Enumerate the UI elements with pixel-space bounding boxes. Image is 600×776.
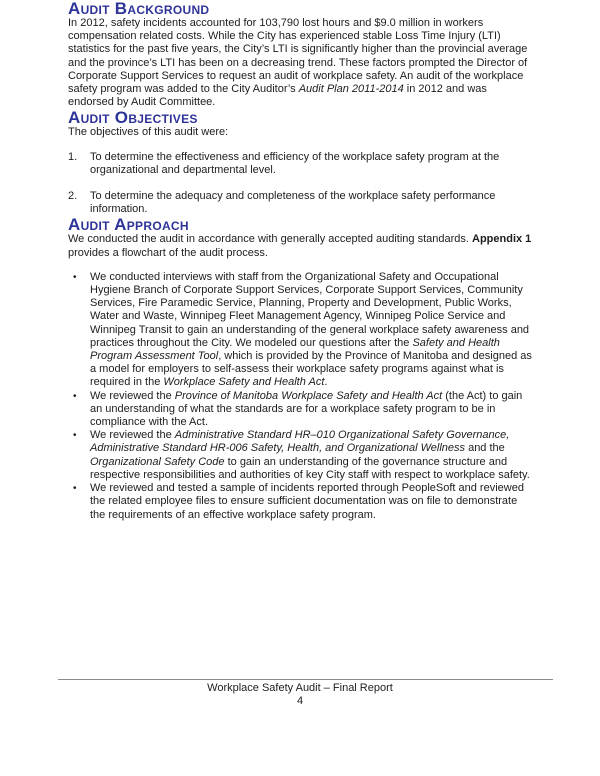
text-segment: .: [324, 376, 328, 389]
objective-text: To determine the adequacy and completeness of the workplace safety performance information.: [90, 190, 496, 216]
objective-item-1: [68, 151, 532, 177]
objective-text: To determine the effectiveness and efficiency of the workplace safety program at the organizational and departmental level.: [90, 150, 500, 176]
audit-background-heading: Audit Background: [68, 0, 210, 18]
footer-report-title: Workplace Safety Audit – Final Report: [207, 682, 393, 694]
text-segment: We reviewed and tested a sample of incidents reported through PeopleSoft and reviewed the related employee files to ensure sufficient documentation was on file to demonstrate the requirements of an effective workplace safety program.: [90, 482, 524, 521]
approach-bullet-2: [68, 390, 532, 430]
audit-objectives-heading: Audit Objectives: [68, 108, 198, 128]
bold-segment: Appendix 1: [472, 233, 532, 246]
approach-intro: [68, 233, 532, 259]
approach-bullet-list: [68, 271, 532, 522]
footer-page-number: 4: [296, 695, 304, 707]
italic-segment: Province of Manitoba Workplace Safety and Health Act: [174, 389, 443, 402]
bullet-marker: •: [73, 483, 77, 495]
audit-approach-heading: Audit Approach: [68, 215, 189, 235]
bullet-marker: •: [73, 430, 77, 442]
text-segment: in 2012 and was endorsed by Audit Committee.: [68, 83, 487, 109]
text-segment: , which is provided by the Province of Manitoba and designed as a model for employers to self-assess their workplace safety programs against what is required in the: [90, 350, 532, 389]
objectives-list: [68, 151, 532, 217]
list-number: 2.: [68, 190, 78, 203]
text-segment: and the: [465, 442, 505, 455]
bullet-text: [90, 271, 532, 390]
footer-divider: [58, 679, 553, 680]
list-number: 1.: [68, 150, 78, 163]
text-segment: provides a flowchart of the audit process.: [68, 246, 268, 259]
approach-bullet-4: [68, 482, 532, 522]
text-segment: We reviewed the: [90, 429, 175, 442]
approach-bullet-3: [68, 429, 532, 482]
bullet-marker: •: [73, 390, 77, 402]
italic-segment: Audit Plan 2011-2014: [298, 83, 404, 96]
text-segment: to gain an understanding of the governance structure and respective responsibilities and authorities of key City staff with respect to workplace safety.: [90, 455, 530, 481]
bullet-text: [90, 482, 532, 522]
objectives-intro: The objectives of this audit were:: [68, 126, 229, 139]
italic-segment: Safety and Health Program Assessment Tool: [90, 336, 500, 363]
bullet-marker: •: [73, 271, 77, 283]
text-segment: We conducted the audit in accordance with generally accepted auditing standards.: [68, 233, 472, 246]
italic-segment: Administrative Standard HR–010 Organizational Safety Governance, Administrative Standard HR-006 Safety, Health, and Organizational Wellness: [90, 429, 510, 455]
bullet-text: [90, 429, 532, 482]
objective-item-2: [68, 190, 532, 216]
text-segment: We conducted interviews with staff from the Organizational Safety and Occupational Hygiene Branch of Corporate Support Services, Corporate Support Services, Community Services, Fire Paramedic Service, Planning, Property and Development, Public Works, Water and Waste, Winnipeg Fleet Management Agency, Winnipeg Police Service and Winnipeg Transit to gain an understanding of the general workplace safety awareness and practices throughout the City. We modeled our questions after the: [90, 270, 530, 349]
text-segment: In 2012, safety incidents accounted for 103,790 lost hours and $9.0 million in workers compensation related costs. While the City has experienced stable Loss Time Injury (LTI) statistics for the past five years, the City’s LTI is significantly higher than the provincial average and the province’s LTI has been on a decreasing trend. These factors prompted the Director of Corporate Support Services to request an audit of workplace safety. An audit of the workplace safety program was added to the City Auditor’s: [68, 17, 528, 96]
approach-bullet-1: [68, 271, 532, 390]
text-segment: We reviewed the: [90, 389, 175, 402]
audit-background-paragraph: [68, 17, 532, 109]
bullet-text: [90, 390, 532, 430]
text-segment: (the Act) to gain an understanding of what the standards are for a workplace safety program to be in compliance with the Act.: [90, 389, 523, 429]
italic-segment: Organizational Safety Code: [90, 455, 225, 468]
italic-segment: Workplace Safety and Health Act: [163, 376, 325, 389]
document-content: [68, 0, 532, 522]
